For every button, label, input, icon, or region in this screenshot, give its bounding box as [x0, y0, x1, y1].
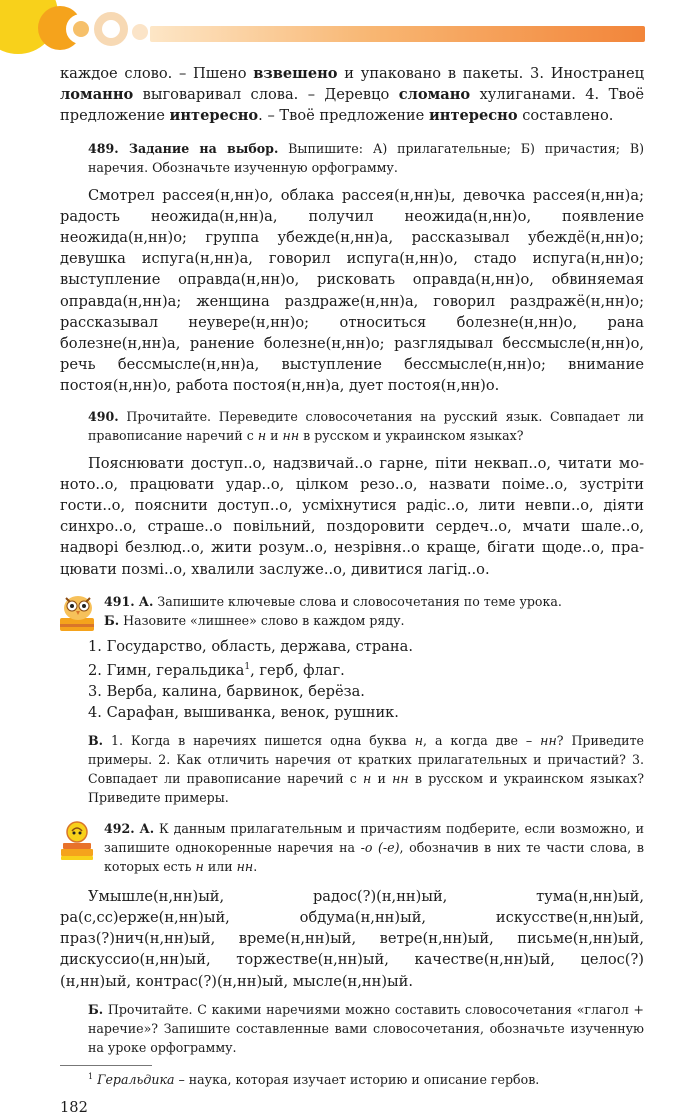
exercise-491-task-a: 491. А. Запишите ключевые слова и словосочетания по теме урока. — [104, 593, 562, 609]
exercise-491-list — [60, 636, 644, 723]
books-icon — [58, 819, 98, 863]
page-content — [60, 63, 644, 1116]
exercise-489-task — [60, 139, 644, 177]
list-item: 3. Верба, калина, барвинок, берёза. — [88, 682, 365, 700]
footnote: $^1$ Геральдика – наука, которая изучает историю и описание гербов. — [88, 1071, 540, 1087]
exercise-491 — [60, 592, 644, 630]
exercise-490-task: 490. Прочитайте. Переведите словосочетания на русский язык. Совпадает ли правописание наречий с н и нн в русском и украинском языках? — [88, 408, 644, 443]
exercise-490-body: Пояснювати доступ..о, надзвичай..о гарне, піти неквап..о, читати моното..о, працювати удар..о, цілком резо..о, назвати поіме..о, зустріти гости..о, пояснити доступ..о, усміхнутися радіс..о, лити невпи..о, діяти синхро..о, страше..о повільний, поздоровити сердеч..о, мчати шале..о, надворі безлюд..о, жити розум..о, незрівня..о краще, бігати щоде..о, працювати позмі..о, хвалили заслуже..о, дивитися лагід..о. — [60, 454, 644, 578]
decor-circle-ring-2 — [94, 12, 128, 46]
owl-icon — [58, 590, 98, 634]
decor-circle-small — [132, 24, 148, 40]
exercise-489-body: Смотрел рассея(н,нн)о, облака рассея(н,нн)ы, девочка рассея(н,нн)а; радость неожида(н,нн)а, получил неожида(н,нн)о, появление неожида(н,нн)о; группа убежде(н,нн)а, рассказывал убеждё(н,нн)о; девушка испуга(н,нн)а, говорил испуга(н,нн)о, стадо испуга(н,нн)о; выступление оправда(н,нн)о, рисковать оправда(н,нн)о, обвиняемая оправда(н,нн)а; женщина раздраже(н,нн)а, говорил раздражё(н,нн)о; рассказывал неувере(н,нн)о; относиться болезне(н,нн)о, рана болезне(н,нн)а, ранение болезне(н,нн)о; разглядывал бессмысле(н,нн)о, речь бессмысле(н,нн)а, выступление бессмысле(н,нн)о; внимание постоя(н,нн)о, работа постоя(н,нн)а, дует постоя(н,нн)о. — [60, 186, 644, 395]
intro-paragraph: каждое слово. – Пшено взвешено и упаковано в пакеты. 3. Иностранец ломанно выговаривал слова. – Деревцо сломано хулиганами. 4. Твоё предложение интересно. – Твоё предложение интересно составлено. — [60, 65, 644, 125]
exercise-489-instruction: Выпишите: А) прилагательные; Б) причастия; В) наречия. Обозначьте изученную орфограмму. — [88, 140, 644, 175]
list-item: 4. Сарафан, вышиванка, венок, рушник. — [88, 703, 399, 721]
footnote-divider — [60, 1065, 152, 1066]
header-bar — [150, 26, 645, 42]
exercise-491-task-b: Б. Назовите «лишнее» слово в каждом ряду. — [104, 612, 405, 628]
decor-circle-ring — [66, 14, 96, 44]
exercise-490-number: 490. — [88, 408, 119, 424]
list-item: 1. Государство, область, держава, страна. — [88, 637, 413, 655]
exercise-489-number: 489. Задание на выбор. — [88, 140, 279, 156]
exercise-492 — [60, 819, 644, 876]
exercise-491-task-v: В. 1. Когда в наречиях пишется одна буква н, а когда две – нн? Приведите примеры. 2. Как отличить наречия от кратких прилагательных и причастий? 3. Совпадает ли правописание наречий с н и нн в русском и украинском языках? Приведите примеры. — [88, 732, 644, 805]
exercise-492-task-b: Б. Прочитайте. С какими наречиями можно составить словосочетания «глагол + наречие»? Запишите составленные вами словосочетания, обозначьте изученную на уроке орфограмму. — [88, 1001, 644, 1055]
exercise-492-task-a: 492. А. К данным прилагательным и причастиям подберите, если возможно, и запишите однокоренные наречия на -о (-е), обозначив в них те части слова, в которых есть н или нн. — [104, 820, 644, 874]
list-item: 2. Гимн, геральдика$^1$, герб, флаг. — [88, 661, 345, 679]
header-decoration — [0, 0, 700, 52]
exercise-492-body: Умышле(н,нн)ый, радос(?)(н,нн)ый, тума(н,нн)ый, ра(с,сс)ерже(н,нн)ый, обдума(н,нн)ый, искусстве(н,нн)ый, праз(?)нич(н,нн)ый, време(н,нн)ый, ветре(н,нн)ый, письме(н,нн)ый, дискуссио(н,нн)ый, торжестве(н,нн)ый, качестве(н,нн)ый, целос(?)(н,нн)ый, контрас(?)(н,нн)ый, мысле(н,нн)ый. — [60, 887, 644, 990]
page-number: 182 — [60, 1098, 88, 1116]
